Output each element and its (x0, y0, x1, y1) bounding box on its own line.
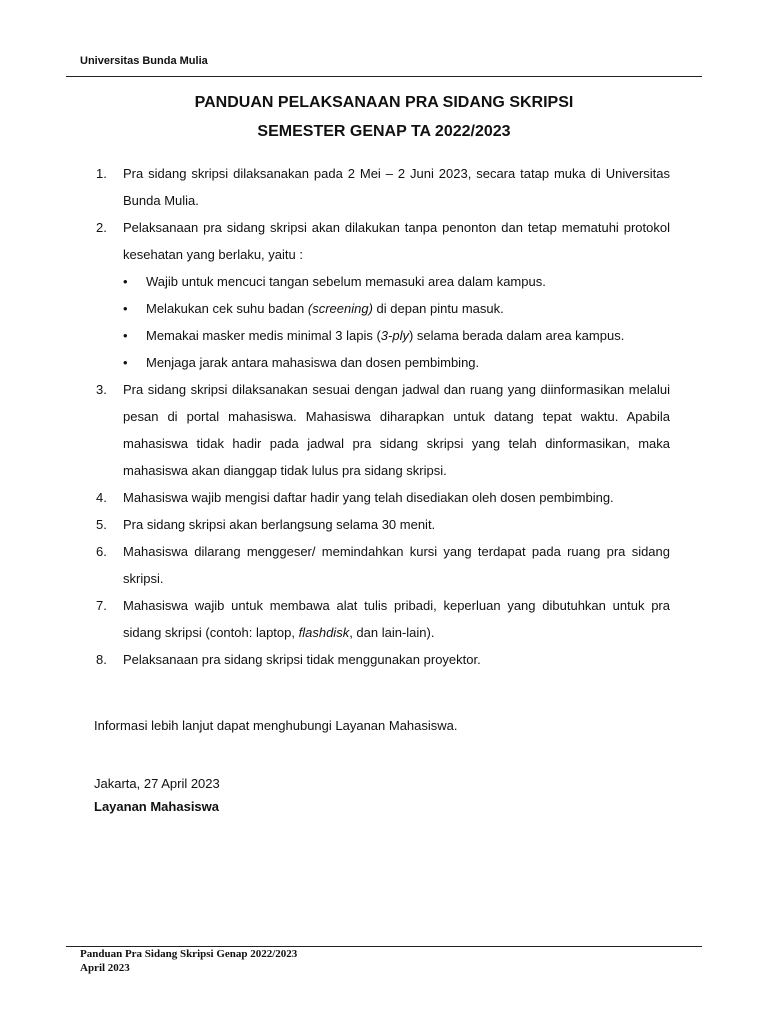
protocol-text: Wajib untuk mencuci tangan sebelum memasuki area dalam kampus. (146, 274, 546, 289)
item-text-pre: Mahasiswa wajib untuk membawa alat tulis pribadi, keperluan yang dibutuhkan untuk pra sidang skripsi (contoh: laptop, (123, 598, 670, 640)
header-divider (66, 76, 702, 77)
item-text: Pra sidang skripsi dilaksanakan pada 2 Mei – 2 Juni 2023, secara tatap muka di Universitas Bunda Mulia. (123, 166, 670, 208)
bullet-icon: • (123, 274, 128, 289)
protocol-text-post: di depan pintu masuk. (372, 301, 504, 316)
item-text-emphasis: flashdisk (298, 625, 350, 640)
item-number: 3. (96, 382, 107, 397)
item-number: 4. (96, 490, 107, 505)
protocol-item (123, 349, 670, 376)
item-text: Pelaksanaan pra sidang skripsi tidak menggunakan proyektor. (123, 652, 481, 667)
protocol-item (123, 268, 670, 295)
item-number: 5. (96, 517, 107, 532)
list-item (96, 538, 670, 592)
item-text: Pelaksanaan pra sidang skripsi akan dilakukan tanpa penonton dan tetap mematuhi protokol kesehatan yang berlaku, yaitu : (123, 220, 670, 262)
footer-title: Panduan Pra Sidang Skripsi Genap 2022/2023 (80, 948, 298, 960)
protocol-text-pre: Memakai masker medis minimal 3 lapis ( (146, 328, 381, 343)
item-text: Mahasiswa wajib mengisi daftar hadir yang telah disediakan oleh dosen pembimbing. (123, 490, 614, 505)
protocol-item (123, 322, 670, 349)
protocol-list (123, 268, 670, 376)
protocol-text: Menjaga jarak antara mahasiswa dan dosen pembimbing. (146, 355, 480, 370)
item-number: 8. (96, 652, 107, 667)
bullet-icon: • (123, 355, 128, 370)
footer-date: April 2023 (80, 962, 130, 974)
document-title (0, 88, 768, 146)
item-text: Pra sidang skripsi akan berlangsung selama 30 menit. (123, 517, 436, 532)
item-number: 2. (96, 220, 107, 235)
title-line-1: PANDUAN PELAKSANAAN PRA SIDANG SKRIPSI (194, 94, 574, 111)
title-line-2: SEMESTER GENAP TA 2022/2023 (257, 123, 511, 140)
list-item (96, 214, 670, 376)
protocol-item (123, 295, 670, 322)
list-item (96, 511, 670, 538)
protocol-text-emphasis: 3-ply (380, 328, 409, 343)
list-item (96, 376, 670, 484)
item-text-post: , dan lain-lain). (349, 625, 435, 640)
item-number: 6. (96, 544, 107, 559)
protocol-text-post: ) selama berada dalam area kampus. (408, 328, 625, 343)
list-item (96, 592, 670, 646)
item-number: 1. (96, 166, 107, 181)
guideline-list (96, 160, 670, 673)
list-item (96, 484, 670, 511)
list-item (96, 646, 670, 673)
item-number: 7. (96, 598, 107, 613)
bullet-icon: • (123, 328, 128, 343)
bullet-icon: • (123, 301, 128, 316)
list-item (96, 160, 670, 214)
protocol-text-pre: Melakukan cek suhu badan (146, 301, 308, 316)
protocol-text-emphasis: (screening) (307, 301, 373, 316)
page-footer (80, 947, 297, 975)
item-text: Mahasiswa dilarang menggeser/ memindahkan kursi yang terdapat pada ruang pra sidang skripsi. (123, 544, 670, 586)
contact-info: Informasi lebih lanjut dapat menghubungi Layanan Mahasiswa. (94, 718, 458, 733)
header-institution: Universitas Bunda Mulia (80, 55, 208, 67)
place-date: Jakarta, 27 April 2023 (94, 776, 220, 791)
item-text: Pra sidang skripsi dilaksanakan sesuai dengan jadwal dan ruang yang diinformasikan melalui pesan di portal mahasiswa. Mahasiswa diharapkan untuk datang tepat waktu. Apabila mahasiswa tidak hadir pada jadwal pra sidang skripsi yang telah dinformasikan, maka mahasiswa akan dianggap tidak lulus pra sidang skripsi. (123, 382, 670, 478)
signer: Layanan Mahasiswa (94, 799, 219, 814)
